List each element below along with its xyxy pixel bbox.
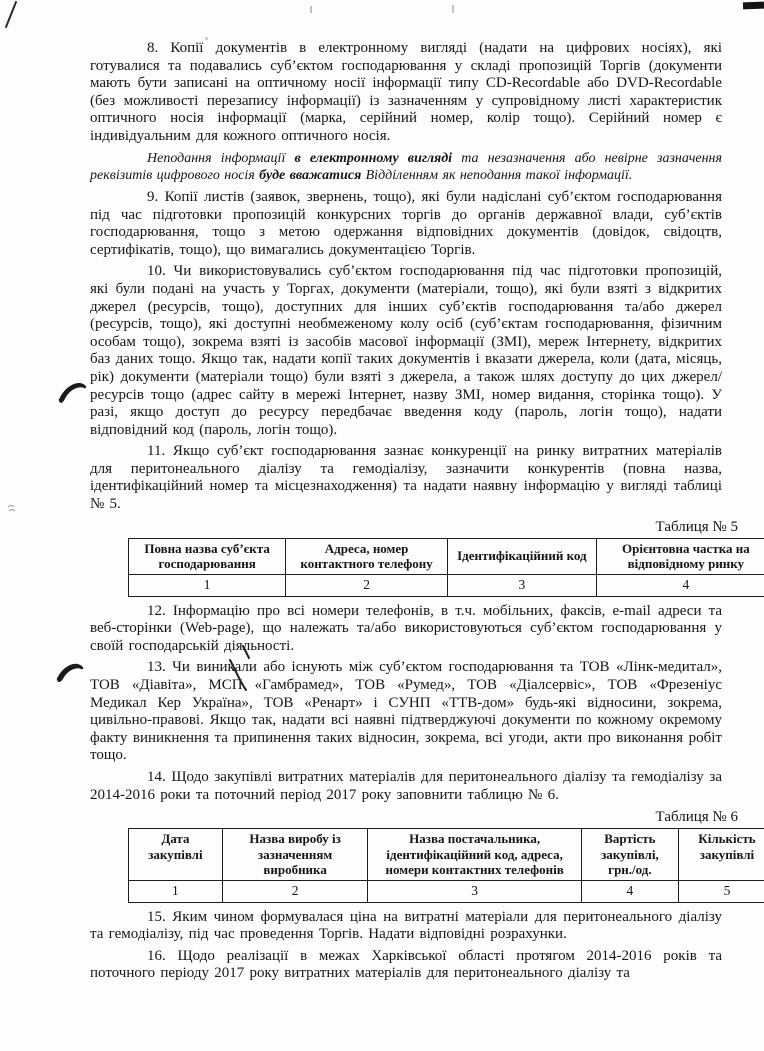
table-6-index-cell: 3: [368, 880, 582, 902]
table-5-index-cell: 1: [129, 574, 286, 596]
table-5: [128, 538, 764, 597]
paragraph-15: 15. Яким чином формувалася ціна на витратні матеріали для перитонеального діалізу та гемодіалізу, під час проведення Торгів. Надати відповідні розрахунки.: [90, 908, 722, 943]
paragraph-12: 12. Інформацію про всі номери телефонів, в т.ч. мобільних, факсів, e-mail адреси та веб-сторінки (Web-page), що належать та/або використовуються суб’єктом господарювання у своїй господарській діяльності.: [90, 602, 722, 654]
table-5-header-row: [129, 538, 764, 574]
table-6-header-cell: Дата закупівлі: [129, 829, 223, 881]
table-5-index-cell: 3: [447, 574, 596, 596]
table-6-header-cell: Кількість закупівлі: [678, 829, 764, 881]
paragraph-13: 13. Чи виникали або існують між суб’єктом господарювання та ТОВ «Лінк-медитал», ТОВ «Діавіта», МСП «Гамбрамед», ТОВ «Румед», ТОВ «Діалсервіс», ТОВ «Фрезеніус Медикал Кер Україна», ТОВ «Ренарт» і СУНП «ТТВ-дом» будь-які відносини, зокрема, цивільно-правові. Якщо так, надати всі наявні підтверджуючі документи по кожному окремому факту виникнення та припинення таких відносин, зокрема, всі угоди, акти про виконання робіт тощо.: [90, 659, 722, 764]
table-5-header-cell: Орієнтовна частка на відповідному ринку: [596, 538, 764, 574]
table-6-header-cell: Назва постачальника, ідентифікаційний код, адреса, номери контактних телефонів: [368, 829, 582, 881]
table-5-header-cell: Адреса, номер контактного телефону: [286, 538, 448, 574]
note-segment: Відділенням як неподання такої інформації.: [361, 167, 633, 183]
table-5-index-cell: 2: [286, 574, 448, 596]
table-5-header-cell: Ідентифікаційний код: [447, 538, 596, 574]
note-segment: та незазначення або невірне зазначення реквізитів цифрового носія: [90, 150, 722, 183]
paragraph-11: 11. Якщо суб’єкт господарювання зазнає конкуренції на ринку витратних матеріалів для перитонеального діалізу та гемодіалізу, зазначити конкурентів (повна назва, ідентифікаційний номер та місцезнаходження) та надати наявну інформацію у вигляді таблиці № 5.: [90, 443, 722, 513]
table-6-caption: Таблиця № 6: [655, 809, 738, 826]
italic-note: [90, 150, 722, 184]
paragraph-14: 14. Щодо закупівлі витратних матеріалів для перитонеального діалізу та гемодіалізу за 2014-2016 роки та поточний період 2017 року заповнити таблицю № 6.: [90, 769, 722, 803]
table-5-header-cell: Повна назва суб’єкта господарювання: [129, 538, 286, 574]
paragraph-9: 9. Копії листів (заявок, звернень, тощо), які були надіслані суб’єктом господарювання під час підготовки пропозицій конкурсних торгів до органів державної влади, суб’єктів господарювання, тощо з метою одержання відповідних документів (довідок, свідоцтв, сертифікатів, тощо), що вимагались документацією Торгів.: [90, 188, 722, 258]
table-6-index-cell: 5: [678, 880, 764, 902]
table-6-header-row: [129, 829, 764, 881]
note-segment-bold: буде вважатися: [259, 167, 362, 183]
table-5-index-cell: 4: [596, 574, 764, 596]
paragraph-16: 16. Щодо реалізації в межах Харківської області протягом 2014-2016 років та поточного періоду 2017 року витратних матеріалів для перитонеального діалізу та: [90, 947, 722, 982]
table-6-header-cell: Назва виробу із зазначенням виробника: [222, 829, 368, 881]
paragraph-10: 10. Чи використовувались суб’єктом господарювання під час підготовки пропозицій, які були подані на участь у Торгах, документи (матеріали, тощо), які були взяті з відкритих джерел (ресурсів, тощо), доступних для інших суб’єктів господарювання та/або джерел (ресурсів, тощо), які доступні необмеженому колу осіб (суб’єктам господарювання, фізичним особам тощо), зокрема взяті із засобів масової інформації (ЗМІ), мереж Інтернету, відкритих баз даних тощо. Якщо так, надати копії таких документів і вказати джерела, коли (дата, місяць, рік) документи (матеріали тощо) були взяті з джерела, а також шлях доступу до цих джерел/ресурсів тощо (адрес сайту в мережі Інтернет, назву ЗМІ, номер видання, сторінка тощо). У разі, якщо доступ до ресурсу передбачає введення коду (пароль, логін тощо), надати відповідний код (пароль, логін тощо).: [90, 263, 722, 438]
table-5-caption: Таблиця № 5: [655, 518, 738, 535]
table-6-index-row: [129, 880, 764, 902]
table-6-index-cell: 2: [222, 880, 368, 902]
paragraph-8: 8. Копії документів в електронному вигляді (надати на цифрових носіях), які готувалися та подавались суб’єктом господарювання у складі пропозицій Торгів (документи мають бути записані на оптичному носії інформації типу CD-Recordable або DVD-Recordable (без можливості перезапису інформації) із зазначенням у супровідному листі характеристик оптичного носія інформації (марка, серійний номер, колір тощо). Серійний номер є індивідуальним для кожного оптичного носія.: [90, 40, 722, 144]
table-6-index-cell: 1: [129, 880, 223, 902]
table-6-index-cell: 4: [581, 880, 678, 902]
table-6: [128, 828, 764, 903]
table-6-header-cell: Вартість закупівлі, грн./од.: [581, 829, 678, 881]
note-segment: Неподання інформації: [147, 150, 295, 166]
table-5-index-row: [129, 574, 764, 596]
note-segment-bold: в електронному вигляді: [294, 150, 453, 166]
